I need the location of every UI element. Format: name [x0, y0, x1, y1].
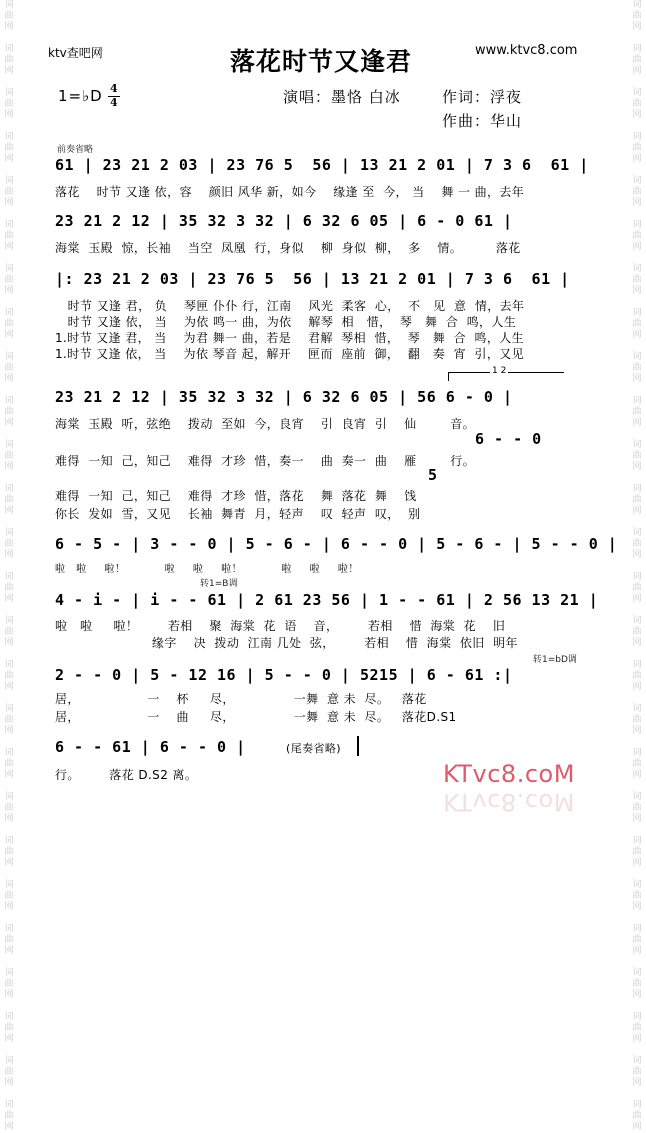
lyric-line: 行。 落花 D.S2 离。 [55, 768, 198, 782]
lyric-line: 缘字 决 拨动 江南 几处 弦， 若相 惜 海棠 依旧 明年 [55, 636, 518, 650]
lyricist: 作词：浮夜 [442, 88, 523, 106]
notation-text: 4 - i - | i - - 61 | 2 61 23 56 | 1 - - 61 | 2 56 13 21 | [55, 591, 599, 609]
lyric-line: 难得 一知 己，知己 难得 才珍 惜，奏一 曲 奏一 曲 雁 行。 [55, 454, 476, 468]
lyric-line: 时节 又逢 君， 负 琴匣 仆仆 行，江南 风光 柔客 心， 不 见 意 情，去年 [55, 299, 525, 313]
score-line-3 [55, 270, 585, 292]
lyric-line: 1.时节 又逢 君， 当 为君 舞一 曲，若是 君解 琴相 惜， 琴 舞 合 鸣，人生 [55, 331, 525, 345]
final-barline [357, 736, 359, 756]
side-watermark-left: 词 曲 网 词 曲 网 词 曲 网 词 曲 网 词 曲 网 词 曲 网 词 曲 网 词 曲 网 词 曲 网 词 曲 网 词 曲 网 词 曲 网 词 曲 网 词 曲 网 词 曲 网 词 曲 网 词 曲 网 词 曲 网 词 曲 网 词 曲 网 词 曲 网 词 曲 网 词 曲 网 词 曲 网 词 曲 网 词 曲 网 [4, 0, 14, 1132]
lyric-line: 啦 啦 啦！ 若相 聚 海棠 花 语 音， 若相 惜 海棠 花 旧 [55, 619, 506, 633]
score-line-5 [55, 535, 618, 557]
composer: 作曲：华山 [442, 112, 523, 130]
volta-label: 1 2 [492, 366, 507, 376]
watermark-reflection-text: KTvc8.coM [443, 788, 575, 816]
score-line-4 [55, 388, 585, 410]
site-url-right: www.ktvc8.com [475, 43, 578, 58]
lyric-line: 居， 一 曲 尽， 一舞 意 未 尽。 落花D.S1 [55, 710, 457, 724]
lyric-line: 你长 发如 雪，又见 长袖 舞青 月，轻声 叹 轻声 叹， 别 [55, 507, 421, 521]
lyric-line: 1.时节 又逢 依， 当 为依 琴音 起，解开 匣而 座前 御， 翻 奏 宵 引，又见 [55, 347, 525, 361]
lyric-line: 难得 一知 己，知己 难得 才珍 惜，落花 舞 落花 舞 饯 [55, 489, 417, 503]
score-line-6 [55, 591, 599, 613]
key-signature: 1=♭D [58, 87, 103, 105]
side-watermark-right: 词 曲 网 词 曲 网 词 曲 网 词 曲 网 词 曲 网 词 曲 网 词 曲 网 词 曲 网 词 曲 网 词 曲 网 词 曲 网 词 曲 网 词 曲 网 词 曲 网 词 曲 网 词 曲 网 词 曲 网 词 曲 网 词 曲 网 词 曲 网 词 曲 网 词 曲 网 词 曲 网 词 曲 网 词 曲 网 词 曲 网 [632, 0, 642, 1132]
lyric-line: 居， 一 杯 尽， 一舞 意 未 尽。 落花 [55, 692, 427, 706]
intro-note: 前奏省略 [57, 145, 94, 155]
outro-note: (尾奏省略) [286, 742, 341, 755]
notation-text: 23 21 2 12 | 35 32 3 32 | 6 32 6 05 | 6 - 0 61 | [55, 212, 513, 230]
notation-text: 6 - 5 - | 3 - - 0 | 5 - 6 - | 6 - - 0 | 5 - 6 - | 5 - - 0 | [55, 535, 618, 553]
time-signature-top: 4 [110, 82, 119, 95]
lyric-line: 海棠 玉殿 惊，长袖 当空 凤凰 行，身似 柳 身似 柳， 多 情。 落花 [55, 241, 521, 255]
notation-text: |: 23 21 2 03 | 23 76 5 56 | 13 21 2 01 | 7 3 6 61 | [55, 270, 570, 288]
lyric-line: 落花 时节 又逢 依，容 颜旧 风华 新，如今 缘逢 至 今， 当 舞 一 曲，去年 [55, 185, 525, 199]
time-signature-bottom: 4 [110, 96, 119, 109]
singers: 演唱：墨恪 白冰 [283, 88, 401, 106]
score-line-8 [55, 738, 285, 760]
notation-text: 2 - - 0 | 5 - 12 16 | 5 - - 0 | 5215 | 6 - 61 :| [55, 666, 513, 684]
lyric-line: 时节 又逢 依， 当 为依 鸣一 曲，为依 解琴 相 惜， 琴 舞 合 鸣，人生 [55, 315, 517, 329]
score-line-2 [55, 212, 585, 234]
lyric-line: 啦 啦 啦！ 啦 啦 啦！ 啦 啦 啦！ [55, 564, 359, 575]
notation-text: 61 | 23 21 2 03 | 23 76 5 56 | 13 21 2 01 | 7 3 6 61 | [55, 156, 589, 174]
song-title: 落花时节又逢君 [230, 47, 413, 76]
modulation-mark: 转1=B调 [200, 579, 238, 589]
notation-text: 6 - - 61 | 6 - - 0 | [55, 738, 246, 756]
site-watermark-reflection [443, 788, 575, 816]
notation-text: 23 21 2 12 | 35 32 3 32 | 6 32 6 05 | 56 6 - 0 | [55, 388, 513, 406]
lyric-line: 海棠 玉殿 听，弦绝 拨动 至如 今，良宵 引 良宵 引 仙 音。 [55, 417, 476, 431]
modulation-mark: 转1=bD调 [533, 655, 577, 665]
score-line-7 [55, 666, 585, 688]
alt-ending-notes [475, 430, 585, 452]
notation-text: 6 - - 0 [475, 430, 542, 448]
site-name-left: ktv查吧网 [48, 46, 103, 60]
score-line-1 [55, 156, 589, 178]
notation-text: 5 [428, 466, 438, 484]
site-watermark-logo [443, 760, 575, 788]
grace-note [428, 466, 448, 488]
watermark-text: KTvc8.coM [443, 760, 575, 788]
